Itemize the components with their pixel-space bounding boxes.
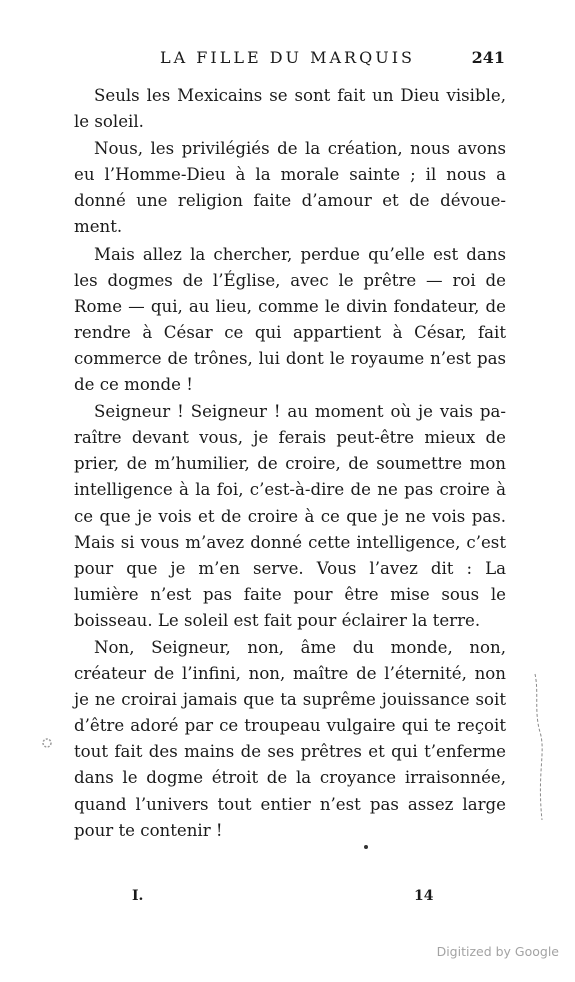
signature-number: 14 [414,888,434,904]
margin-pencil-mark [532,672,546,822]
page-number: 241 [471,48,505,67]
signature-mark: I. [132,888,144,904]
paragraph: Nous, les privilégiés de la création, nous avons eu l’Homme-Dieu à la morale sainte ; il nous a donné une religion faite d’amour et de dévouement. [74,139,506,237]
paragraph: Seigneur ! Seigneur ! au moment où je vais paraître devant vous, je ferais peut-être mieux de prier, de m’humilier, de croire, de soumettre mon intelligence à la foi, c’est-à-dire de ne pas croire à ce que je vois et de croire à ce que je ne vois pas. Mais si vous m’avez donné cette intelligence, c’est pour que je m’en serve. Vous l’avez dit : La lumière n’est pas faite pour être mise sous le boisseau. Le soleil est fait pour éclairer la terre. [74,402,506,630]
page-header [95,48,505,74]
body-text [74,83,506,845]
digitization-watermark: Digitized by Google [436,944,559,959]
running-title: LA FILLE DU MARQUIS [160,48,415,67]
ink-dot [364,845,368,849]
paragraph: Seuls les Mexicains se sont fait un Dieu visible, le soleil. [74,86,506,132]
ink-stain [40,736,54,750]
paragraph: Mais allez la chercher, perdue qu’elle est dans les dogmes de l’Église, avec le prêtre — roi de Rome — qui, au lieu, comme le divin fondateur, de rendre à César ce qui appartient à César, fait commerce de trônes, lui dont le royaume n’est pas de ce monde ! [74,244,506,395]
paragraph: Non, Seigneur, non, âme du monde, non, créateur de l’infini, non, maître de l’éternité, non je ne croirai jamais que ta suprême jouissance soit d’être adoré par ce troupeau vulgaire qui te reçoit tout fait des mains de ses prêtres et qui t’enferme dans le dogme étroit de la croyance irraisonnée, quand l’univers tout entier n’est pas assez large pour te contenir ! [74,637,506,840]
